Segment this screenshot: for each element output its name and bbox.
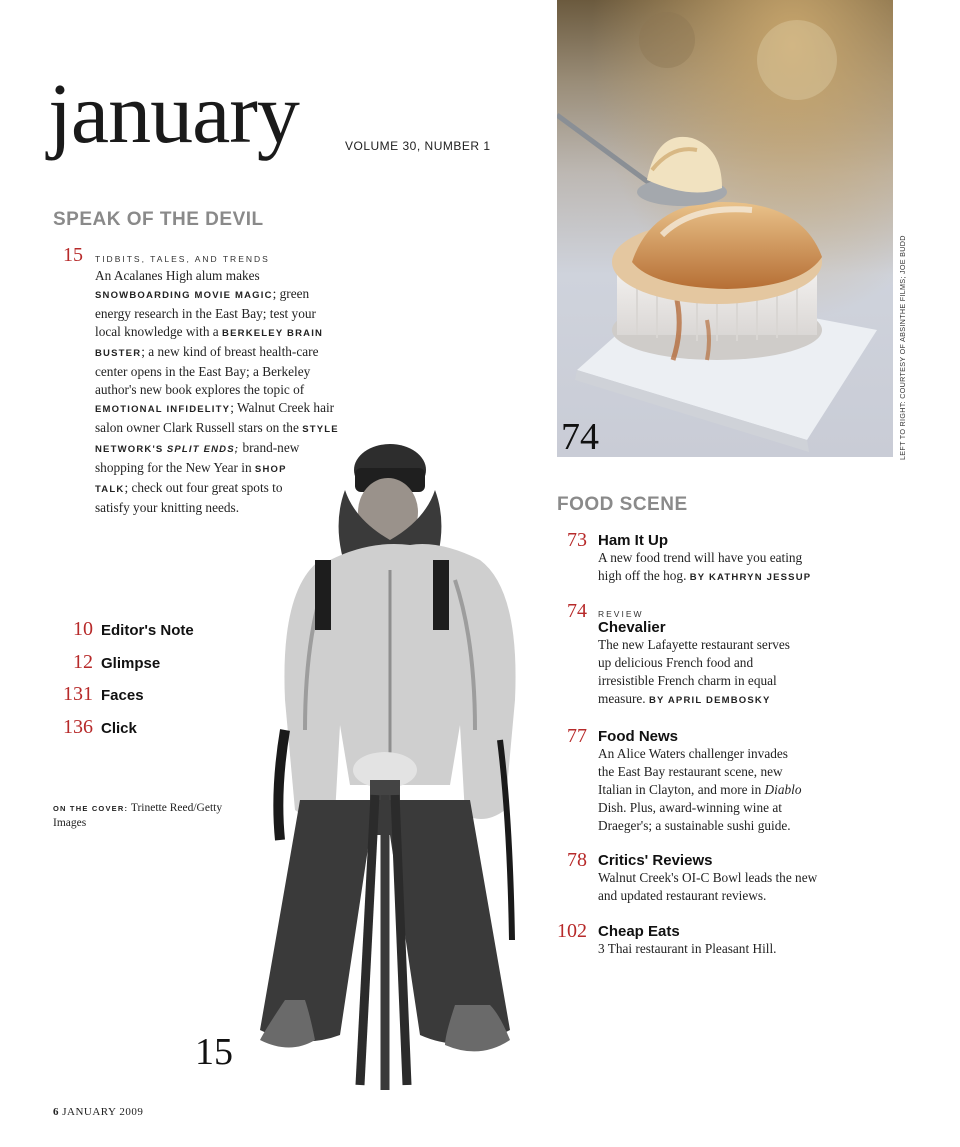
photo-credit-text: LEFT TO RIGHT: COURTESY OF ABSINTHE FILMS; JOE BUDD <box>898 235 907 460</box>
text-fragment: local knowledge with a <box>95 324 219 339</box>
text-fragment: ; a new kind of breast health-care <box>141 344 319 359</box>
department-item[interactable] <box>53 683 253 706</box>
toc-entry[interactable] <box>557 725 857 835</box>
feature-link[interactable]: TALK <box>95 484 125 495</box>
feature-link[interactable]: BERKELEY BRAIN <box>222 328 324 339</box>
text-line: An Acalanes High alum makes <box>95 268 260 283</box>
folio-date: JANUARY 2009 <box>62 1106 144 1118</box>
entry-text <box>598 690 857 710</box>
entry-title: Critics' Reviews <box>598 852 713 869</box>
entry-text-italic: Diablo <box>764 782 802 797</box>
text-line <box>95 285 395 305</box>
text-fragment: ; Walnut Creek hair <box>230 400 335 415</box>
section-heading-speak: SPEAK OF THE DEVIL <box>53 209 264 230</box>
section-heading-food: FOOD SCENE <box>557 494 688 515</box>
entry-text <box>598 567 857 587</box>
section-kicker: TIDBITS, TALES, AND TRENDS <box>95 254 270 264</box>
souffle-photo[interactable] <box>557 0 893 457</box>
masthead-title: january <box>48 65 299 161</box>
cover-credit-text: Trinette Reed/Getty <box>130 802 223 814</box>
entry-text: Walnut Creek's OI-C Bowl leads the new <box>598 870 818 885</box>
text-line: energy research in the East Bay; test your <box>95 306 316 321</box>
photo-page-number: 15 <box>195 1031 233 1073</box>
department-item[interactable] <box>53 716 253 739</box>
text-line: author's new book explores the topic of <box>95 382 305 397</box>
department-title: Faces <box>101 687 144 704</box>
page-number[interactable]: 15 <box>63 244 83 266</box>
page-footer <box>53 1106 143 1118</box>
page-number: 77 <box>567 725 587 747</box>
entry-text-fragment: Italian in Clayton, and more in <box>598 782 762 797</box>
page-number: 10 <box>73 618 93 640</box>
text-fragment: ; green <box>272 286 310 301</box>
souffle-illustration <box>557 0 893 457</box>
entry-kicker: REVIEW <box>598 609 644 619</box>
text-fragment: ; check out four great spots to <box>124 480 283 495</box>
page-number: 102 <box>557 920 587 942</box>
text-line <box>95 323 395 343</box>
entry-text: A new food trend will have you eating <box>598 550 803 565</box>
cover-credit <box>53 801 253 831</box>
toc-entry[interactable] <box>557 529 857 587</box>
toc-entry[interactable] <box>557 600 857 710</box>
photographer-illustration <box>245 440 535 1100</box>
entry-text: 3 Thai restaurant in Pleasant Hill. <box>598 941 777 956</box>
entry-text: An Alice Waters challenger invades <box>598 746 788 761</box>
text-line: satisfy your knitting needs. <box>95 500 240 515</box>
entry-text: Dish. Plus, award-winning wine at <box>598 800 782 815</box>
text-line <box>95 419 395 439</box>
entry-title: Chevalier <box>598 619 666 636</box>
entry-text-fragment: measure. <box>598 691 646 706</box>
entry-text: up delicious French food and <box>598 655 754 670</box>
text-fragment: shopping for the New Year in <box>95 460 252 475</box>
feature-link[interactable]: BUSTER <box>95 348 142 359</box>
entry-title: Cheap Eats <box>598 923 680 940</box>
entry-text-fragment: high off the hog. <box>598 568 687 583</box>
photo-page-number: 74 <box>561 416 599 457</box>
photo-credit <box>898 235 908 690</box>
entry-text <box>598 781 857 799</box>
feature-link[interactable]: NETWORK'S <box>95 444 164 455</box>
text-fragment: brand-new <box>242 440 300 455</box>
entry-text: the East Bay restaurant scene, new <box>598 764 783 779</box>
page-number: 12 <box>73 651 93 673</box>
entry-text: and updated restaurant reviews. <box>598 888 767 903</box>
department-title: Editor's Note <box>101 622 194 639</box>
entry-text: Draeger's; a sustainable sushi guide. <box>598 818 791 833</box>
page-number: 136 <box>63 716 93 738</box>
page-number: 74 <box>567 600 587 622</box>
department-title: Click <box>101 720 137 737</box>
page-number: 78 <box>567 849 587 871</box>
text-line: center opens in the East Bay; a Berkeley <box>95 364 311 379</box>
cover-label: ON THE COVER: <box>53 804 129 813</box>
entry-text: The new Lafayette restaurant serves <box>598 637 790 652</box>
feature-link[interactable]: SPLIT ENDS; <box>166 444 240 455</box>
feature-link[interactable]: SHOP <box>254 464 287 475</box>
text-fragment: salon owner Clark Russell stars on the <box>95 420 299 435</box>
feature-link[interactable]: EMOTIONAL INFIDELITY <box>95 404 231 415</box>
entry-title: Food News <box>598 728 679 745</box>
entry-text: irresistible French charm in equal <box>598 673 777 688</box>
toc-entry[interactable] <box>557 920 857 958</box>
text-line <box>95 399 395 419</box>
entry-title: Ham It Up <box>598 532 669 549</box>
department-item[interactable] <box>53 651 253 674</box>
department-title: Glimpse <box>101 655 161 672</box>
byline: BY KATHRYN JESSUP <box>689 572 812 583</box>
department-item[interactable] <box>53 618 253 641</box>
page-number: 73 <box>567 529 587 551</box>
feature-link[interactable]: STYLE <box>302 424 339 435</box>
text-line <box>95 343 395 363</box>
feature-link[interactable]: SNOWBOARDING MOVIE MAGIC <box>95 290 273 301</box>
toc-entry[interactable] <box>557 849 857 905</box>
folio-number: 6 <box>53 1106 59 1118</box>
page-number: 131 <box>63 683 93 705</box>
byline: BY APRIL DEMBOSKY <box>648 695 771 706</box>
cover-credit-text: Images <box>53 817 87 829</box>
volume-number: VOLUME 30, NUMBER 1 <box>345 139 491 153</box>
